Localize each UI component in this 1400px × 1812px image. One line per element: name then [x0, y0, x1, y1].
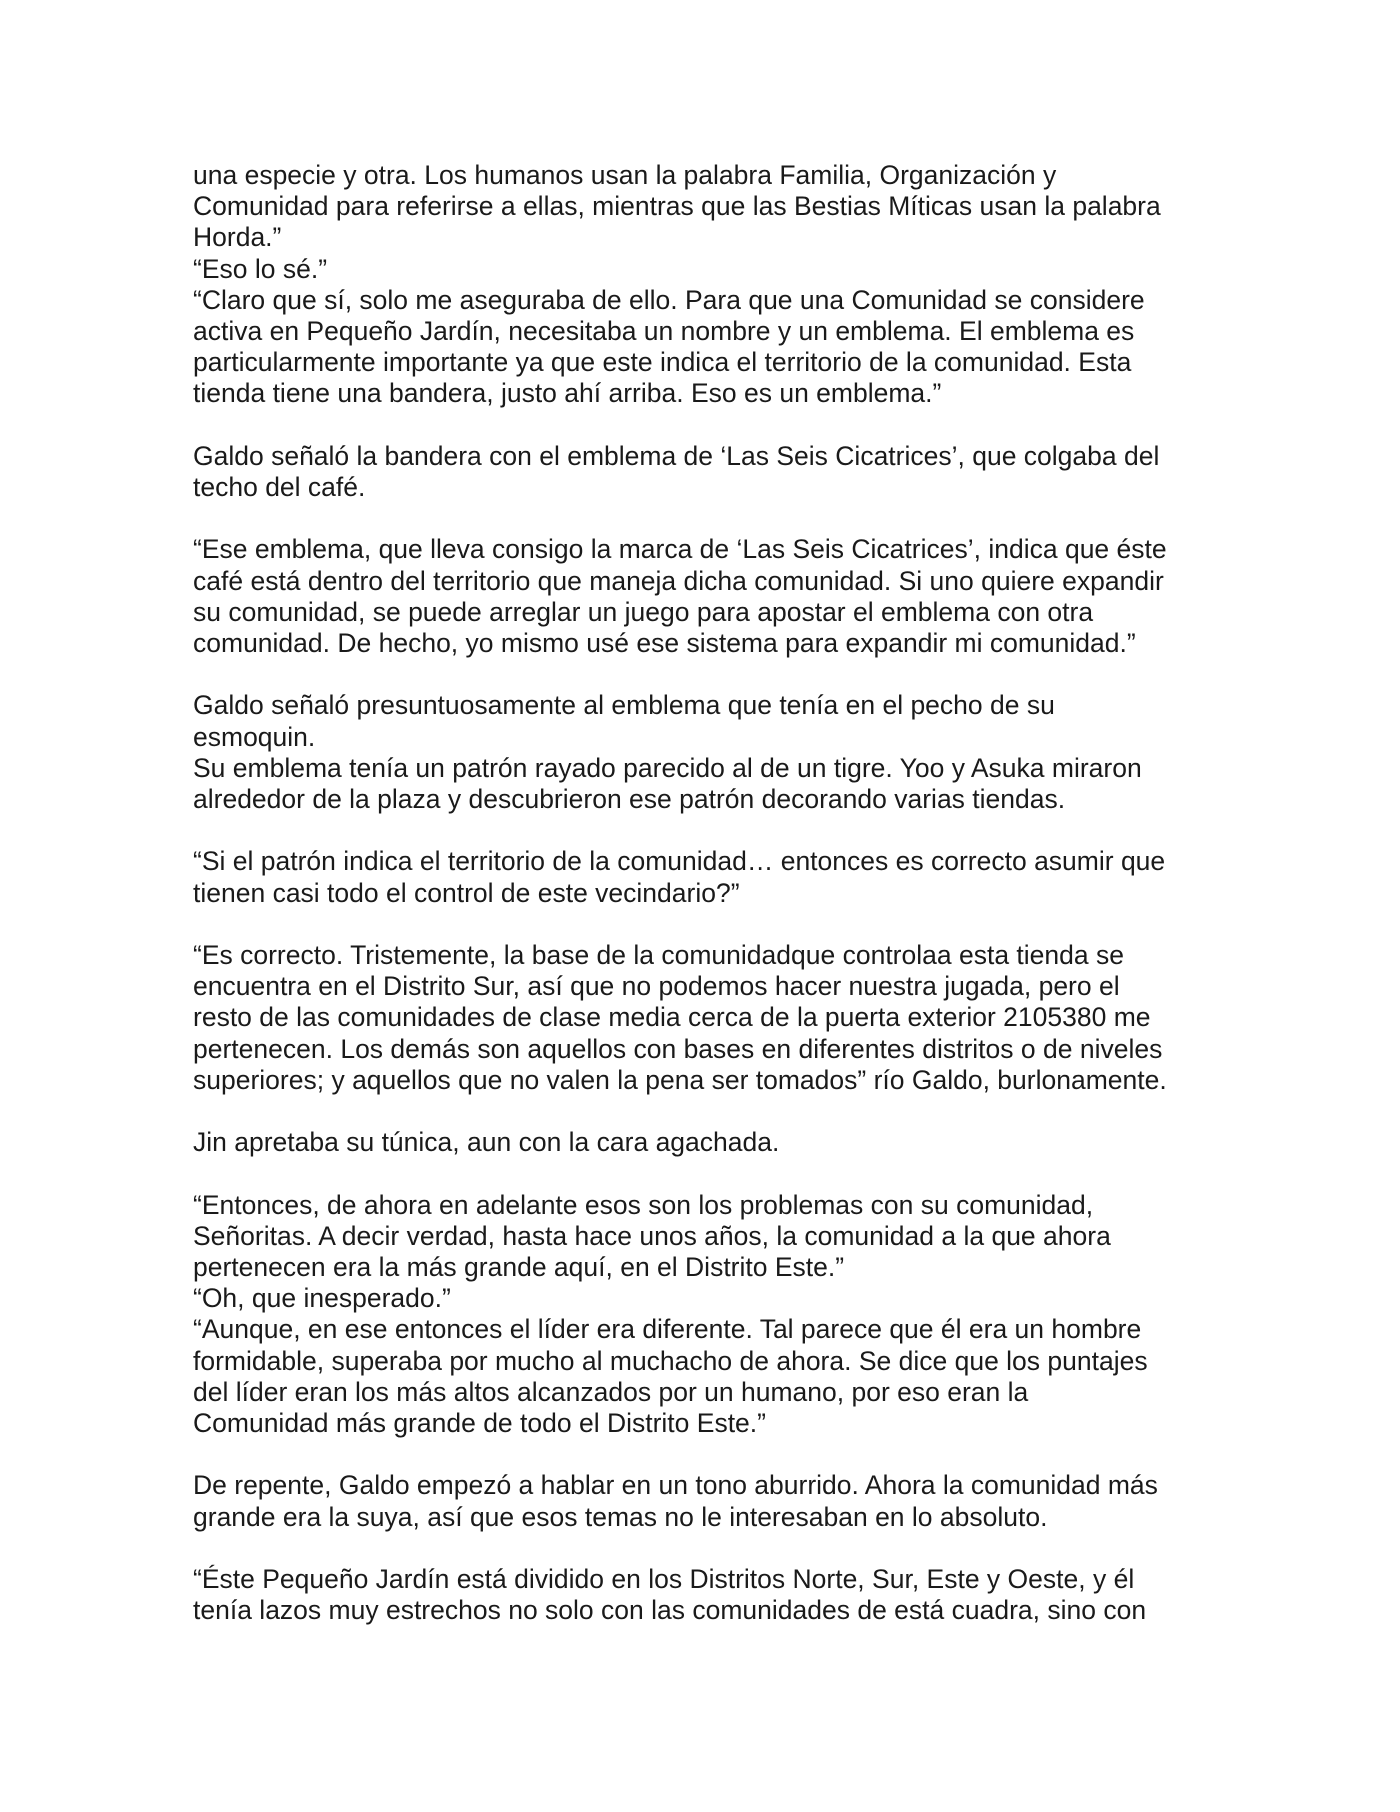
paragraph-10: “Éste Pequeño Jardín está dividido en los Distritos Norte, Sur, Este y Oeste, y él tenía lazos muy estrechos no solo con las comunidades de está cuadra, sino con — [193, 1564, 1147, 1626]
body-text — [193, 160, 1213, 1626]
paragraph-gap — [193, 659, 1213, 690]
paragraph-1: una especie y otra. Los humanos usan la palabra Familia, Organización y Comunidad para referirse a ellas, mientras que las Bestias Míticas usan la palabra Horda.” “Eso lo sé.” “Claro que sí, solo me aseguraba de ello. Para que una Comunidad se considere activa en Pequeño Jardín, necesitaba un nombre y un emblema. El emblema es particularmente importante ya que este indica el territorio de la comunidad. Esta tienda tiene una bandera, justo ahí arriba. Eso es un emblema.” — [193, 160, 1161, 409]
paragraph-gap — [193, 1096, 1213, 1127]
paragraph-gap — [193, 1533, 1213, 1564]
paragraph-7: Jin apretaba su túnica, aun con la cara agachada. — [193, 1127, 780, 1158]
paragraph-gap — [193, 410, 1213, 441]
paragraph-gap — [193, 1158, 1213, 1189]
paragraph-gap — [193, 1439, 1213, 1470]
paragraph-gap — [193, 503, 1213, 534]
paragraph-5: “Si el patrón indica el territorio de la comunidad… entonces es correcto asumir que tienen casi todo el control de este vecindario?” — [193, 846, 1166, 908]
paragraph-4: Galdo señaló presuntuosamente al emblema que tenía en el pecho de su esmoquin. Su emblema tenía un patrón rayado parecido al de un tigre. Yoo y Asuka miraron alrededor de la plaza y descubrieron ese patrón decorando varias tiendas. — [193, 690, 1142, 815]
paragraph-3: “Ese emblema, que lleva consigo la marca de ‘Las Seis Cicatrices’, indica que éste café está dentro del territorio que maneja dicha comunidad. Si uno quiere expandir su comunidad, se puede arreglar un juego para apostar el emblema con otra comunidad. De hecho, yo mismo usé ese sistema para expandir mi comunidad.” — [193, 534, 1167, 659]
paragraph-6: “Es correcto. Tristemente, la base de la comunidadque controlaa esta tienda se encuentra en el Distrito Sur, así que no podemos hacer nuestra jugada, pero el resto de las comunidades de clase media cerca de la puerta exterior 2105380 me pertenecen. Los demás son aquellos con bases en diferentes distritos o de niveles superiores; y aquellos que no valen la pena ser tomados” río Galdo, burlonamente. — [193, 940, 1167, 1095]
paragraph-gap — [193, 909, 1213, 940]
paragraph-gap — [193, 815, 1213, 846]
paragraph-2: Galdo señaló la bandera con el emblema de ‘Las Seis Cicatrices’, que colgaba del techo del café. — [193, 440, 1160, 503]
paragraph-9: De repente, Galdo empezó a hablar en un tono aburrido. Ahora la comunidad más grande era la suya, así que esos temas no le interesaban en lo absoluto. — [193, 1470, 1158, 1532]
paragraph-8: “Entonces, de ahora en adelante esos son los problemas con su comunidad, Señoritas. A decir verdad, hasta hace unos años, la comunidad a la que ahora pertenecen era la más grande aquí, en el Distrito Este.” “Oh, que inesperado.” “Aunque, en ese entonces el líder era diferente. Tal parece que él era un hombre formidable, superaba por mucho al muchacho de ahora. Se dice que los puntajes del líder eran los más altos alcanzados por un humano, por eso eran la Comunidad más grande de todo el Distrito Este.” — [193, 1189, 1148, 1439]
